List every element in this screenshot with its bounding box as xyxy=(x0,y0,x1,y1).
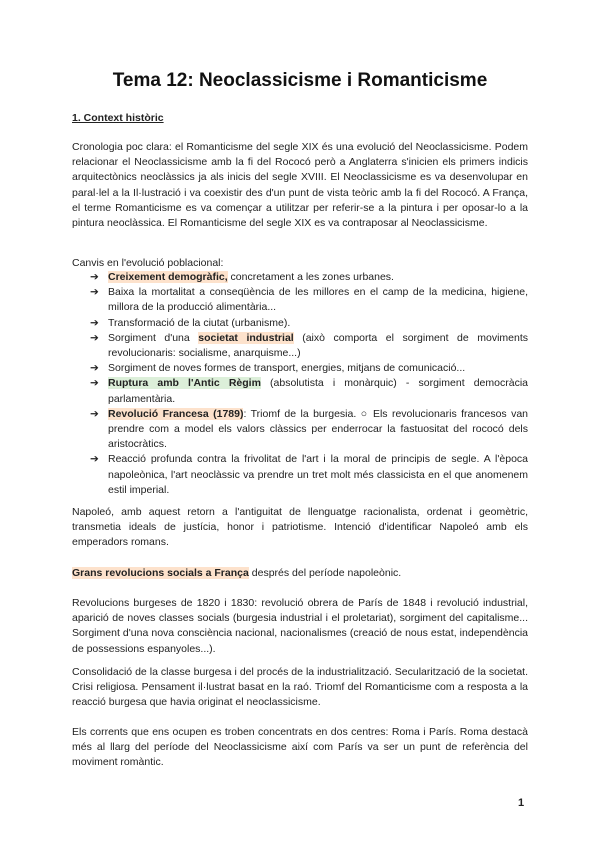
paragraph-text: després del període napoleònic. xyxy=(248,567,402,579)
paragraph-cronologia: Cronologia poc clara: el Romanticisme del segle XIX és una evolució del Neoclassicisme. Podem relacionar el Neoclassicisme amb la fi del Rococó però a Anglaterra s'inicien els primers indicis arquitectònics neoclàssics ja als inicis del segle XVIII. El Neoclassicisme es va desenvolupar en paral·lel a la Il·lustració i va coexistir des d'un punt de vista teòric amb la fi del Rococó. A França, el terme Romanticisme es va començar a utilitzar per referir-se a la pintura i per oposar-lo a la pintura neoclàssica. El Romanticisme del segle XIX es va contraposar al Neoclassicisme. xyxy=(72,141,528,230)
list-item xyxy=(90,331,528,361)
arrow-icon: ➔ xyxy=(90,407,99,420)
arrow-icon: ➔ xyxy=(90,377,99,390)
highlight: societat industrial xyxy=(198,331,294,344)
arrow-icon: ➔ xyxy=(90,453,99,466)
list-item-text: Sorgiment d'una xyxy=(108,331,199,344)
list-item-text: Transformació de la ciutat (urbanisme). xyxy=(108,316,291,329)
page-title: Tema 12: Neoclassicisme i Romanticisme xyxy=(112,70,488,91)
paragraph-corrents: Els corrents que ens ocupen es troben concentrats en dos centres: Roma i París. Roma destacà més al llarg del període del Neoclassicisme així com París va ser un punt de referència del moviment romàntic. xyxy=(72,726,528,769)
highlight: Grans revolucions socials a França xyxy=(72,567,249,579)
list-item-text: Baixa la mortalitat a conseqüència de les millores en el camp de la medicina, higiene, millora de la producció alimentària... xyxy=(108,286,528,314)
list-item-text: concretament a les zones urbanes. xyxy=(227,271,394,283)
paragraph-canvis: Canvis en l'evolució poblacional: xyxy=(72,257,224,269)
page-number: 1 xyxy=(518,797,525,809)
paragraph-grans-revolucions xyxy=(72,566,528,581)
section-title: 1. Context històric xyxy=(72,112,164,124)
arrow-icon: ➔ xyxy=(90,271,99,283)
list-item-text: Sorgiment de noves formes de transport, energies, mitjans de comunicació... xyxy=(108,362,466,375)
highlight: Creixement demogràfic, xyxy=(108,271,228,283)
arrow-icon: ➔ xyxy=(90,316,99,329)
list-item xyxy=(90,270,528,285)
list-item-text: (absolutista i monàrquic) - sorgiment democràcia parlamentària. xyxy=(108,377,528,405)
list-item xyxy=(90,452,528,498)
list-item-text: : Triomf de la burgesia. ○ Els revolucionaris francesos van prendre com a model els valors clàssics per enderrocar la fastuositat del rococó dels aristocràtics. xyxy=(108,407,529,451)
bullet-list xyxy=(90,270,528,498)
highlight: Ruptura amb l'Antic Règim xyxy=(108,377,261,390)
arrow-icon: ➔ xyxy=(90,362,99,375)
paragraph-revolucions-burgeses: Revolucions burgeses de 1820 i 1830: revolució obrera de París de 1848 i revolució industrial, aparició de noves classes socials (burgesia industrial i el proletariat), sorgiment del capitalisme... Sorgiment d'una nova consciència nacional, nacionalismes (creació de nous estat, independència de possessions espanyoles...). xyxy=(72,597,528,655)
paragraph-consolidacio: Consolidació de la classe burgesa i del procés de la industrialització. Secularització de la societat. Crisi religiosa. Pensament il·lustrat basat en la raó. Triomf del Romanticisme com a resposta a la reacció burgesa que havia originat el neoclassicisme. xyxy=(72,666,528,709)
list-item xyxy=(90,361,528,376)
paragraph-napoleo: Napoleó, amb aquest retorn a l'antiguitat de llenguatge racionalista, ordenat i geomètric, transmetia ideals de justícia, honor i patriotisme. Intenció d'identificar Napoleó amb els emperadors romans. xyxy=(72,506,528,549)
arrow-icon: ➔ xyxy=(90,331,99,344)
list-item-text: Reacció profunda contra la frivolitat de l'art i la moral de principis de segle. A l'època napoleònica, l'art neoclàssic va prendre un tret molt més classicista en el que anomenem estil imperial. xyxy=(108,453,528,496)
list-item xyxy=(90,376,528,406)
arrow-icon: ➔ xyxy=(90,286,99,299)
list-item-text: (això comporta el sorgiment de moviments revolucionaris: socialisme, anarquisme...) xyxy=(108,331,529,360)
list-item xyxy=(90,316,528,331)
highlight: Revolució Francesa (1789) xyxy=(108,407,244,420)
list-item xyxy=(90,407,528,453)
list-item xyxy=(90,285,528,315)
